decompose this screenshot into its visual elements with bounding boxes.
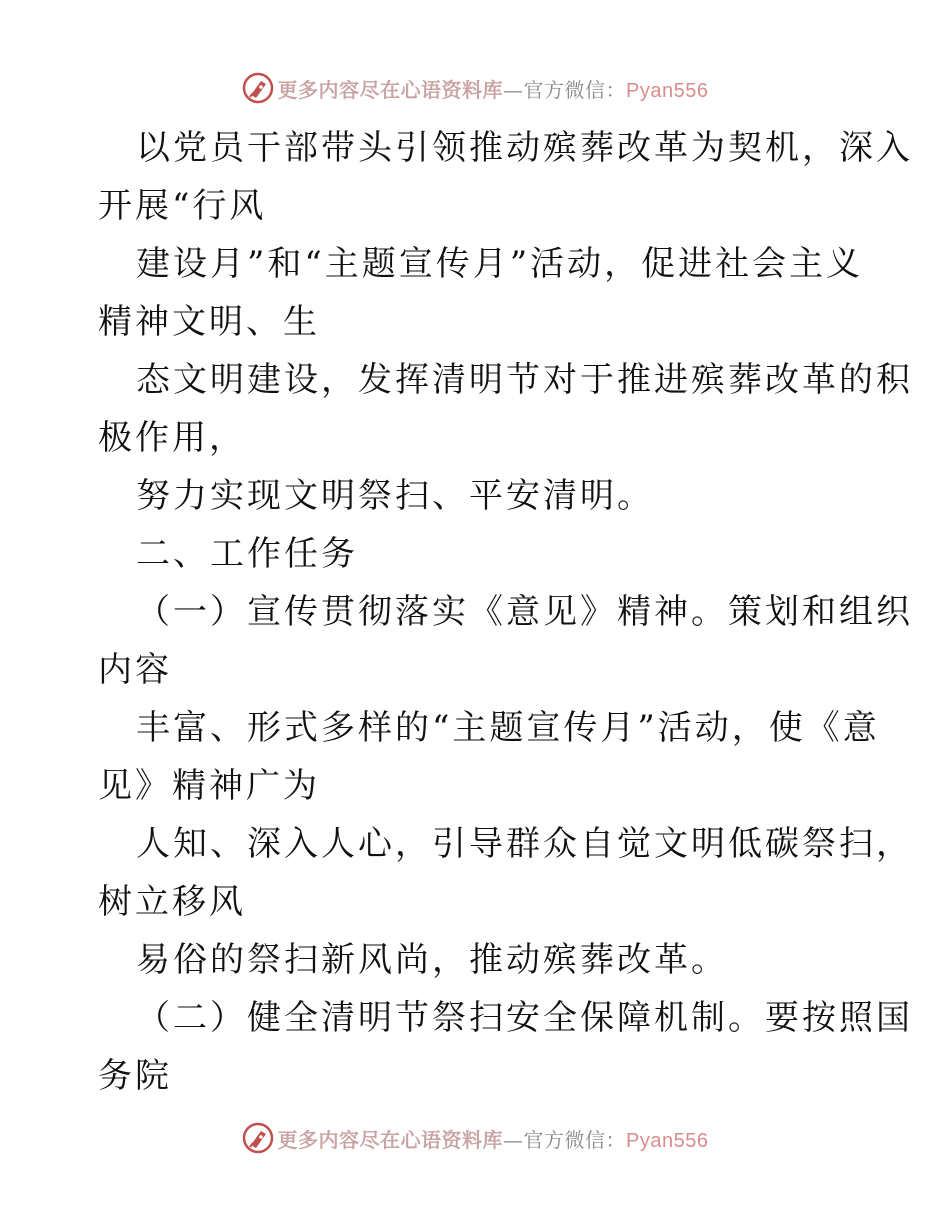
paragraph-line: 精神文明、生: [98, 302, 320, 342]
section-heading: 二、工作任务: [136, 534, 358, 574]
paragraph-line: 开展“行风: [98, 186, 267, 226]
banner-brand: 更多内容尽在心语资料库: [277, 77, 504, 102]
banner-text: [278, 74, 709, 103]
paragraph-line: 努力实现文明祭扫、平安清明。: [136, 476, 654, 516]
banner-dash: —: [503, 77, 524, 102]
paragraph-line: 态文明建设，发挥清明节对于推进殡葬改革的积: [136, 360, 913, 400]
paragraph-line: 见》精神广为: [98, 766, 320, 806]
banner-text: [278, 1124, 709, 1153]
banner-wechat-id: Pyan556: [626, 79, 709, 102]
paragraph-line: 务院: [98, 1056, 172, 1096]
paragraph-line: 人知、深入人心，引导群众自觉文明低碳祭扫，: [136, 824, 913, 864]
pen-nib-icon: [242, 1122, 274, 1154]
paragraph-line: （二）健全清明节祭扫安全保障机制。要按照国: [136, 998, 913, 1038]
banner-wechat-label: 官方微信：: [523, 77, 627, 102]
paragraph-line: 内容: [98, 650, 172, 690]
footer-banner: [0, 1122, 950, 1154]
banner-wechat-label: 官方微信：: [523, 1127, 627, 1152]
paragraph-line: 极作用，: [98, 418, 246, 458]
paragraph-line: 易俗的祭扫新风尚，推动殡葬改革。: [136, 940, 728, 980]
banner-dash: —: [503, 1127, 524, 1152]
paragraph-line: 树立移风: [98, 882, 246, 922]
paragraph-line: 以党员干部带头引领推动殡葬改革为契机，深入: [136, 128, 913, 168]
banner-wechat-id: Pyan556: [626, 1129, 709, 1152]
header-banner: [0, 72, 950, 104]
banner-brand: 更多内容尽在心语资料库: [277, 1127, 504, 1152]
pen-nib-icon: [242, 72, 274, 104]
paragraph-line: 丰富、形式多样的“主题宣传月”活动，使《意: [136, 708, 880, 748]
paragraph-line: （一）宣传贯彻落实《意见》精神。策划和组织: [136, 592, 913, 632]
paragraph-line: 建设月”和“主题宣传月”活动，促进社会主义: [136, 244, 864, 284]
